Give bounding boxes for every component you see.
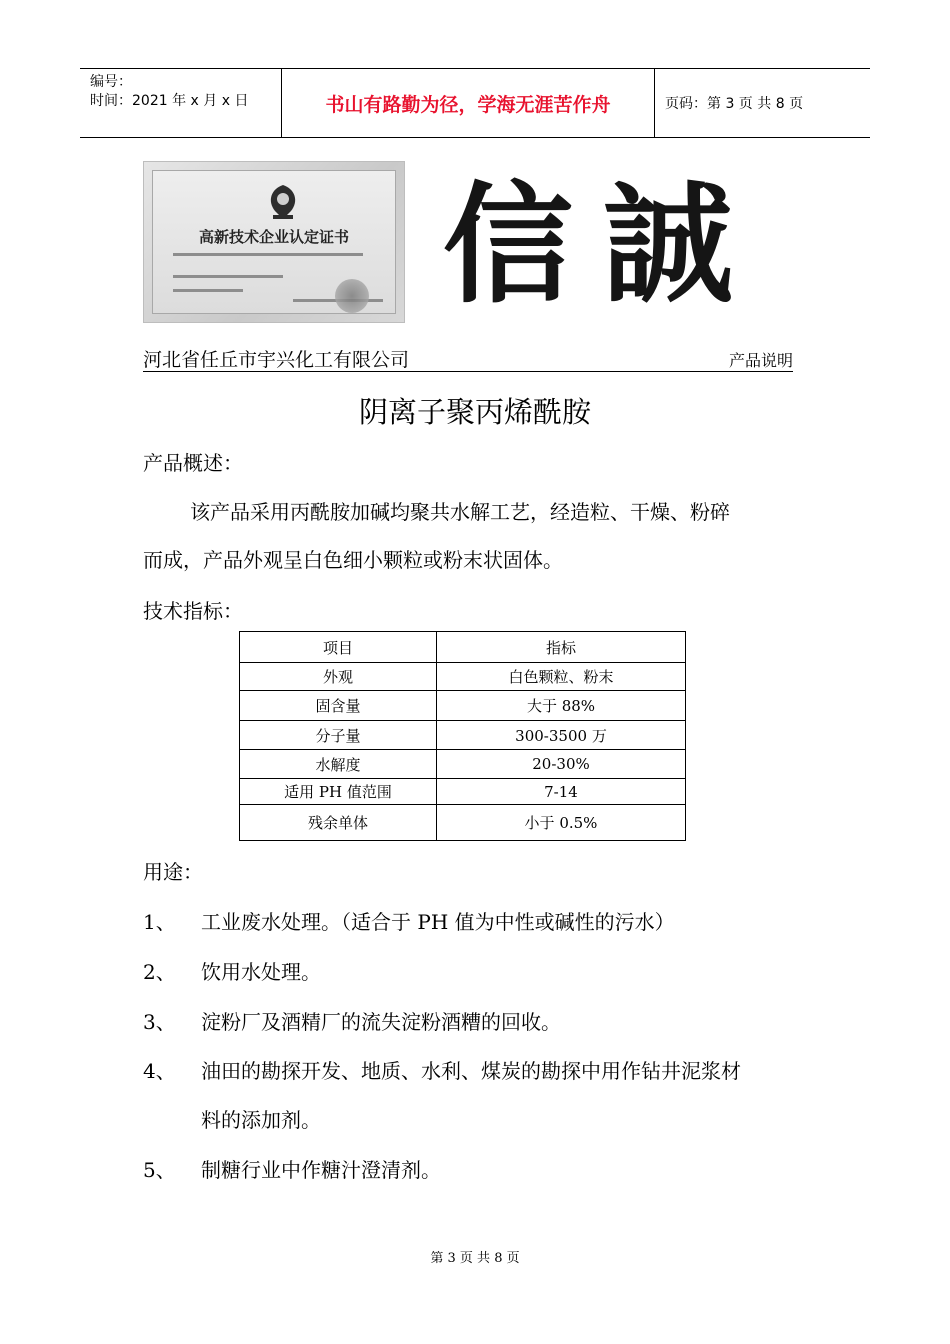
uses-heading: 用途： xyxy=(143,860,203,884)
specs-table xyxy=(239,631,686,841)
table-row xyxy=(240,805,686,841)
use-item-text-continued: 料的添加剂。 xyxy=(201,1108,321,1132)
overview-text-line: 而成，产品外观呈白色细小颗粒或粉末状固体。 xyxy=(143,548,563,572)
calligraphy-text: 信誠 xyxy=(442,168,764,318)
use-item-number: 4、 xyxy=(143,1059,176,1083)
table-header-cell: 指标 xyxy=(437,632,686,663)
overview-text-line: 该产品采用丙酰胺加碱均聚共水解工艺，经造粒、干燥、粉碎 xyxy=(190,500,730,524)
certificate-emblem-icon xyxy=(265,183,301,221)
table-cell: 固含量 xyxy=(240,691,437,721)
company-line xyxy=(143,345,793,372)
table-cell: 水解度 xyxy=(240,750,437,779)
document-title: 阴离子聚丙烯酰胺 xyxy=(358,395,591,429)
certificate-line xyxy=(173,275,283,278)
header-page-info: 页码：第 3 页 共 8 页 xyxy=(665,96,804,112)
table-cell: 7-14 xyxy=(437,779,686,805)
table-cell: 小于 0.5% xyxy=(437,805,686,841)
use-item-text: 工业废水处理。（适合于 PH 值为中性或碱性的污水） xyxy=(201,910,675,934)
table-row xyxy=(240,750,686,779)
use-item-text: 淀粉厂及酒精厂的流失淀粉酒糟的回收。 xyxy=(201,1010,561,1034)
use-item-number: 3、 xyxy=(143,1010,176,1034)
table-cell: 300-3500 万 xyxy=(437,721,686,750)
use-item-text: 饮用水处理。 xyxy=(201,960,321,984)
header-meta xyxy=(80,69,282,137)
use-item-text: 制糖行业中作糖汁澄清剂。 xyxy=(201,1158,441,1182)
specs-heading: 技术指标： xyxy=(143,599,243,623)
company-name: 河北省任丘市宇兴化工有限公司 xyxy=(143,349,410,371)
use-item-number: 2、 xyxy=(143,960,176,984)
certificate-line xyxy=(173,289,243,292)
table-cell: 残余单体 xyxy=(240,805,437,841)
table-cell: 20-30% xyxy=(437,750,686,779)
calligraphy-image xyxy=(418,168,788,318)
table-row xyxy=(240,721,686,750)
doc-type-label: 产品说明 xyxy=(728,351,793,370)
time-label: 时间：2021 年 x 月 x 日 xyxy=(90,93,249,109)
header-motto: 书山有路勤为径，学海无涯苦作舟 xyxy=(282,69,655,137)
use-item-text: 油田的勘探开发、地质、水利、煤炭的勘探中用作钻井泥浆材 xyxy=(201,1059,741,1083)
table-row xyxy=(240,779,686,805)
certificate-seal xyxy=(335,279,369,313)
table-header-cell: 项目 xyxy=(240,632,437,663)
table-cell: 分子量 xyxy=(240,721,437,750)
table-cell: 外观 xyxy=(240,663,437,691)
use-item-number: 1、 xyxy=(143,910,176,934)
certificate-title: 高新技术企业认定证书 xyxy=(198,228,349,246)
table-cell: 白色颗粒、粉末 xyxy=(437,663,686,691)
table-header-row xyxy=(240,632,686,663)
overview-heading: 产品概述： xyxy=(143,451,243,475)
certificate-line xyxy=(173,253,363,256)
page-header xyxy=(80,68,870,138)
number-label: 编号： xyxy=(90,74,132,90)
certificate-image xyxy=(143,161,405,323)
table-row xyxy=(240,663,686,691)
page-footer: 第 3 页 共 8 页 xyxy=(430,1251,520,1266)
table-cell: 大于 88% xyxy=(437,691,686,721)
table-cell: 适用 PH 值范围 xyxy=(240,779,437,805)
table-row xyxy=(240,691,686,721)
use-item-number: 5、 xyxy=(143,1158,176,1182)
